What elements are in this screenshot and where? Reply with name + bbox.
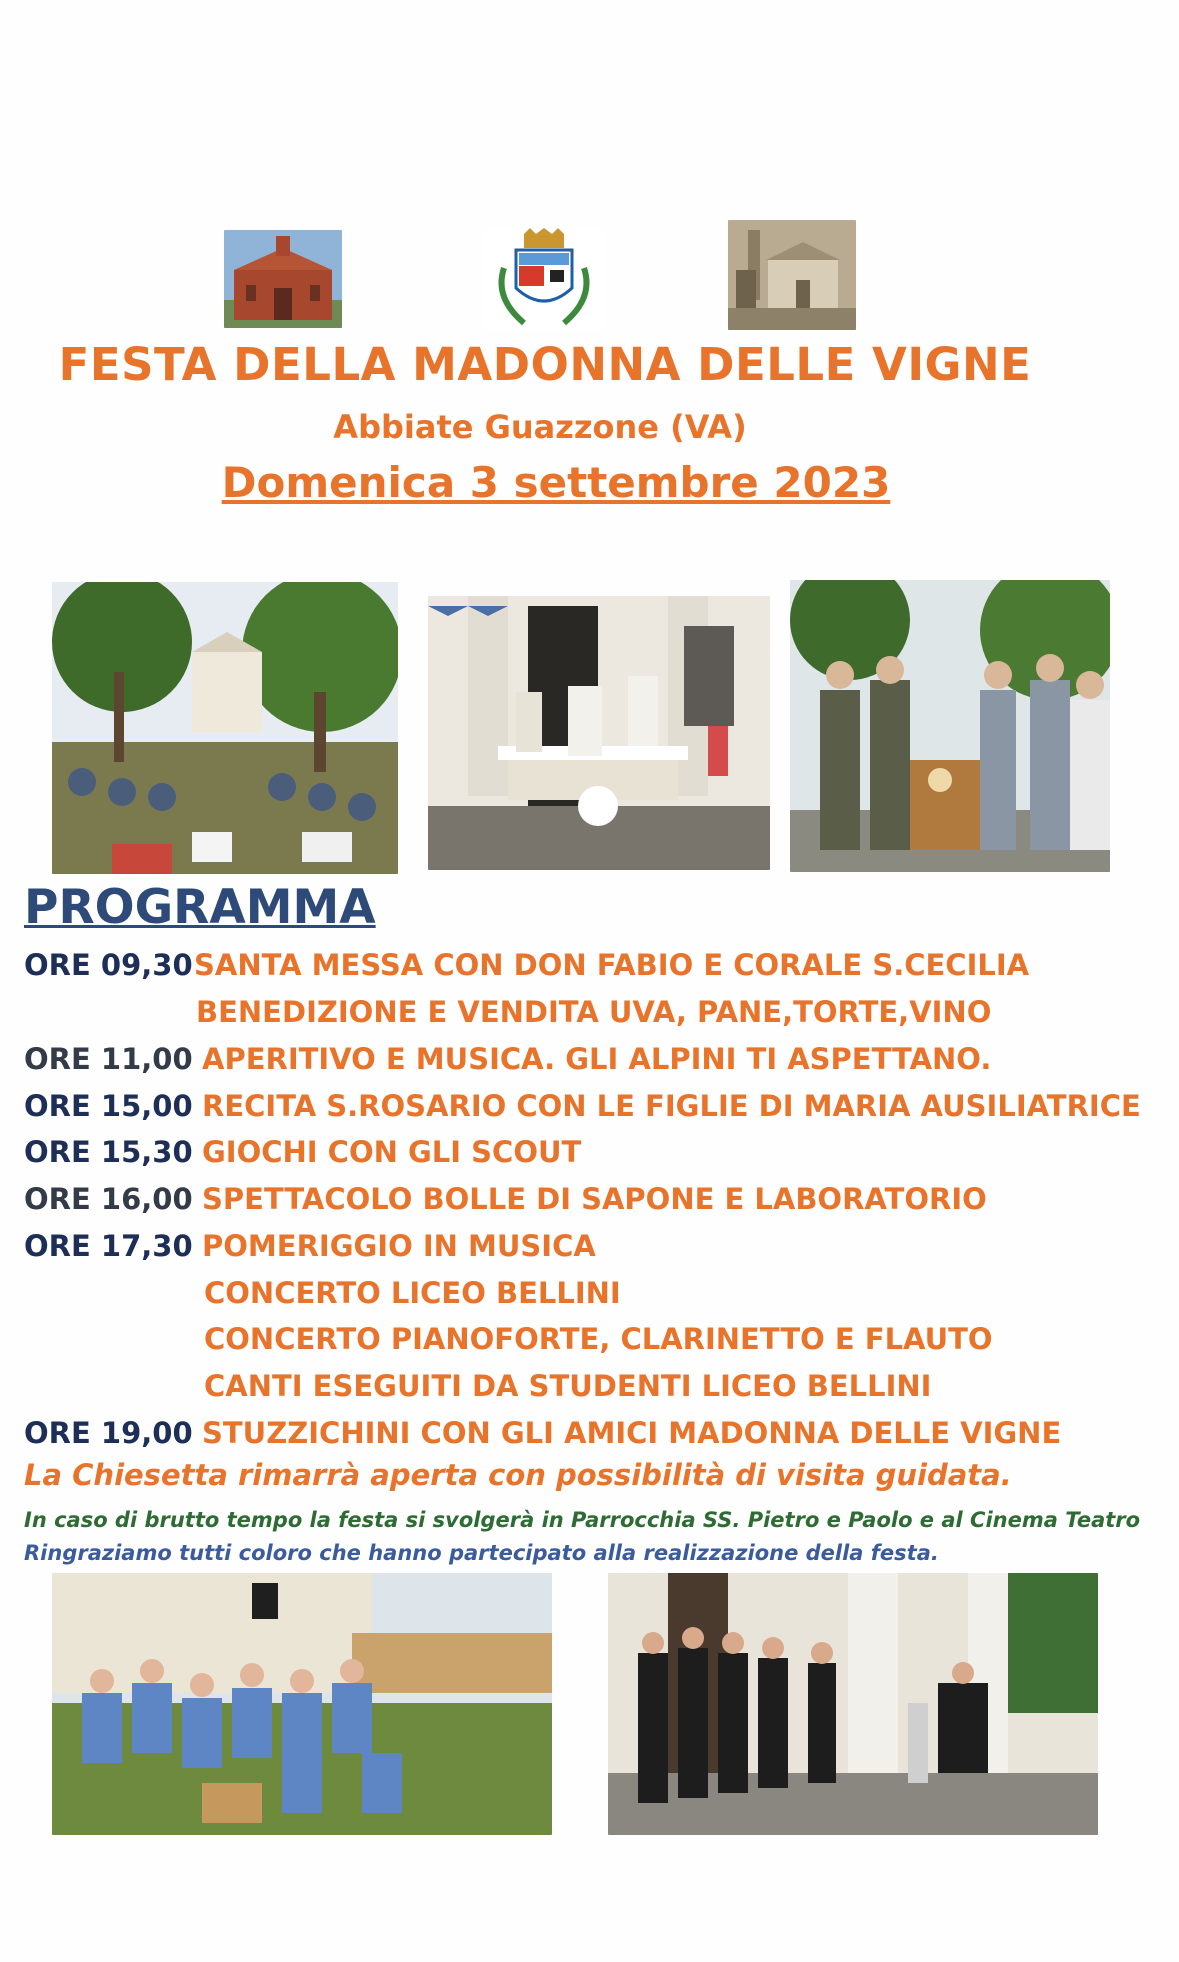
choir-concert-photo bbox=[608, 1573, 1098, 1835]
scouts-group-photo bbox=[52, 1573, 552, 1835]
historic-church-postcard bbox=[728, 220, 856, 330]
event-title: FESTA DELLA MADONNA DELLE VIGNE bbox=[58, 338, 1032, 391]
program-item bbox=[24, 1229, 596, 1269]
program-time: ORE 15,30 bbox=[24, 1135, 193, 1169]
bad-weather-note: In caso di brutto tempo la festa si svolgerà in Parrocchia SS. Pietro e Paolo e al Cinema Teatro bbox=[24, 1508, 1141, 1532]
program-activity: APERITIVO E MUSICA. GLI ALPINI TI ASPETTANO. bbox=[202, 1042, 992, 1076]
event-date: Domenica 3 settembre 2023 bbox=[221, 458, 891, 507]
event-location: Abbiate Guazzone (VA) bbox=[333, 408, 747, 446]
program-item bbox=[24, 1416, 1062, 1456]
municipal-coat-of-arms bbox=[484, 228, 604, 330]
program-time: ORE 16,00 bbox=[24, 1182, 193, 1216]
program-activity: CONCERTO PIANOFORTE, CLARINETTO E FLAUTO bbox=[204, 1322, 993, 1356]
program-activity: CONCERTO LICEO BELLINI bbox=[204, 1276, 621, 1310]
program-item bbox=[24, 948, 1030, 988]
thanks-note: Ringraziamo tutti coloro che hanno partecipato alla realizzazione della festa. bbox=[24, 1541, 939, 1565]
program-activity: STUZZICHINI CON GLI AMICI MADONNA DELLE VIGNE bbox=[202, 1416, 1062, 1450]
program-activity: RECITA S.ROSARIO CON LE FIGLIE DI MARIA AUSILIATRICE bbox=[202, 1089, 1141, 1123]
program-time: ORE 09,30 bbox=[24, 948, 193, 982]
programma-heading: PROGRAMMA bbox=[24, 880, 376, 935]
program-time: ORE 17,30 bbox=[24, 1229, 193, 1263]
program-item bbox=[24, 1182, 987, 1222]
guided-visit-note: La Chiesetta rimarrà aperta con possibilità di visita guidata. bbox=[24, 1458, 1012, 1492]
program-time: ORE 11,00 bbox=[24, 1042, 193, 1076]
program-activity: CANTI ESEGUITI DA STUDENTI LICEO BELLINI bbox=[204, 1369, 932, 1403]
program-time: ORE 15,00 bbox=[24, 1089, 193, 1123]
church-photo bbox=[224, 230, 342, 328]
altar-mass-photo bbox=[428, 596, 770, 870]
program-activity: SANTA MESSA CON DON FABIO E CORALE S.CECILIA bbox=[194, 948, 1030, 982]
crowd-outdoor-mass-photo bbox=[52, 582, 398, 874]
program-time: ORE 19,00 bbox=[24, 1416, 193, 1450]
program-item bbox=[24, 1135, 582, 1175]
program-item bbox=[24, 1089, 1141, 1129]
program-item bbox=[24, 1042, 992, 1082]
program-activity: GIOCHI CON GLI SCOUT bbox=[202, 1135, 582, 1169]
program-activity: POMERIGGIO IN MUSICA bbox=[202, 1229, 596, 1263]
program-activity: SPETTACOLO BOLLE DI SAPONE E LABORATORIO bbox=[202, 1182, 987, 1216]
program-activity: BENEDIZIONE E VENDITA UVA, PANE,TORTE,VINO bbox=[196, 995, 992, 1029]
food-stand-crowd-photo bbox=[790, 580, 1110, 872]
